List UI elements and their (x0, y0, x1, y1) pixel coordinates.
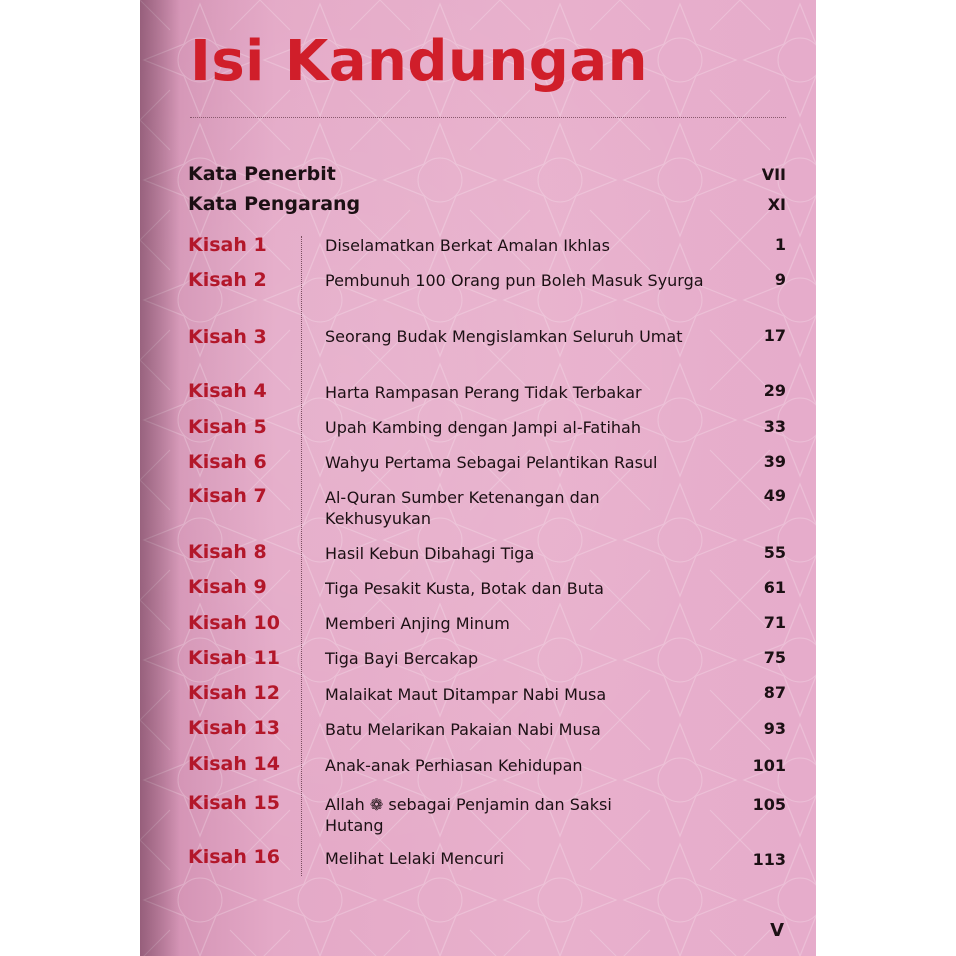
entry-label: Kisah 11 (188, 647, 280, 669)
front-matter-page: VII (761, 165, 786, 184)
entry-label: Kisah 4 (188, 380, 267, 402)
entry-page: 55 (763, 543, 786, 562)
front-matter-label: Kata Pengarang (188, 193, 361, 215)
entry-title: Wahyu Pertama Sebagai Pelantikan Rasul (325, 453, 658, 472)
entry-title: Seorang Budak Mengislamkan Seluruh Umat (325, 327, 683, 346)
entry-title: Allah ❁ sebagai Penjamin dan Saksi Hutang (325, 795, 612, 835)
entry-label: Kisah 6 (188, 451, 267, 473)
column-divider (301, 236, 302, 876)
entry-label: Kisah 1 (188, 234, 267, 256)
entry-title: Malaikat Maut Ditampar Nabi Musa (325, 685, 607, 704)
page-gutter-shadow (140, 0, 180, 956)
entry-title: Anak-anak Perhiasan Kehidupan (325, 756, 583, 775)
entry-page: 87 (763, 683, 786, 702)
entry-page: 105 (752, 795, 786, 814)
entry-title: Hasil Kebun Dibahagi Tiga (325, 544, 535, 563)
entry-label: Kisah 16 (188, 846, 280, 868)
entry-label: Kisah 15 (188, 792, 280, 814)
front-matter-page: XI (767, 195, 786, 214)
entry-page: 113 (752, 850, 786, 869)
entry-title: Memberi Anjing Minum (325, 614, 510, 633)
entry-label: Kisah 10 (188, 612, 280, 634)
entry-page: 61 (763, 578, 786, 597)
entry-label: Kisah 5 (188, 416, 267, 438)
entry-page: 101 (752, 756, 786, 775)
entry-label: Kisah 8 (188, 541, 267, 563)
page-number: V (770, 920, 784, 941)
entry-page: 1 (774, 235, 786, 254)
entry-page: 71 (763, 613, 786, 632)
entry-title: Melihat Lelaki Mencuri (325, 849, 505, 868)
page-title: Isi Kandungan (190, 29, 648, 94)
entry-page: 49 (763, 486, 786, 505)
entry-title: Tiga Pesakit Kusta, Botak dan Buta (325, 579, 604, 598)
entry-page: 29 (763, 381, 786, 400)
entry-title: Batu Melarikan Pakaian Nabi Musa (325, 720, 601, 739)
entry-label: Kisah 9 (188, 576, 267, 598)
book-page (140, 0, 816, 956)
entry-title: Pembunuh 100 Orang pun Boleh Masuk Syurga (325, 271, 704, 290)
entry-page: 9 (774, 270, 786, 289)
entry-page: 33 (763, 417, 786, 436)
entry-label: Kisah 13 (188, 717, 280, 739)
entry-label: Kisah 3 (188, 326, 267, 348)
entry-page: 75 (763, 648, 786, 667)
entry-title: Upah Kambing dengan Jampi al-Fatihah (325, 418, 641, 437)
entry-title: Harta Rampasan Perang Tidak Terbakar (325, 383, 642, 402)
entry-title: Al-Quran Sumber Ketenangan dan Kekhusyukan (325, 488, 600, 528)
entry-label: Kisah 7 (188, 485, 267, 507)
entry-label: Kisah 2 (188, 269, 267, 291)
entry-title: Tiga Bayi Bercakap (325, 649, 479, 668)
front-matter-label: Kata Penerbit (188, 163, 336, 185)
entry-page: 17 (763, 326, 786, 345)
entry-title: Diselamatkan Berkat Amalan Ikhlas (325, 236, 610, 255)
entry-label: Kisah 14 (188, 753, 280, 775)
entry-page: 39 (763, 452, 786, 471)
title-rule (190, 117, 786, 118)
entry-label: Kisah 12 (188, 682, 280, 704)
entry-page: 93 (763, 719, 786, 738)
